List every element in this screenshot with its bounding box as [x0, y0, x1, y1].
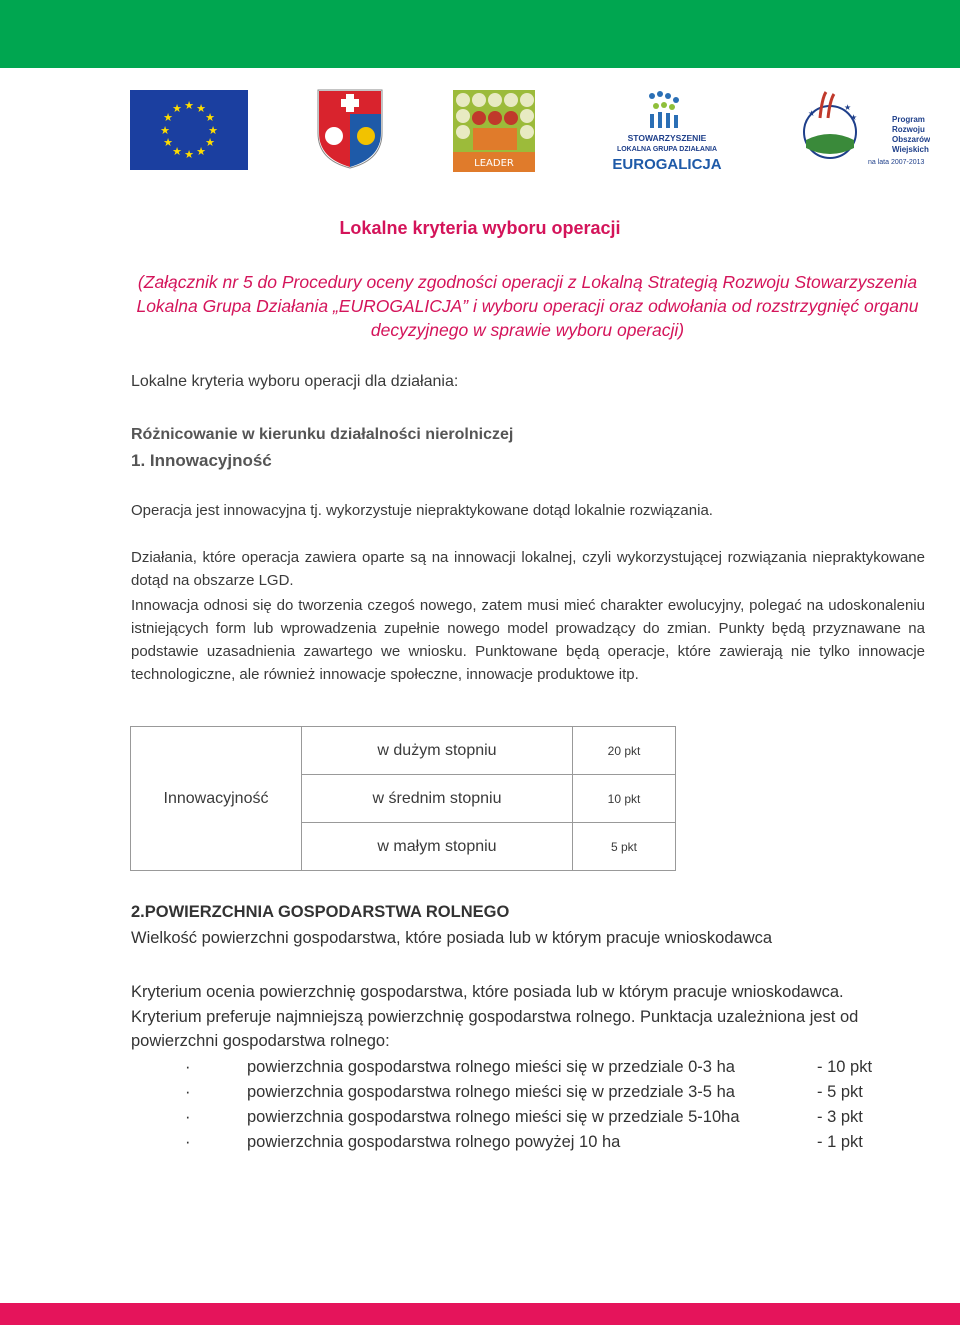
criteria-lead: Lokalne kryteria wyboru operacji dla działania:: [131, 373, 459, 390]
criterion-name-cell: Innowacyjność: [131, 727, 302, 871]
prow-line-2: Rozwoju: [892, 125, 925, 134]
lgd-line2: LOKALNA GRUPA DZIAŁANIA: [616, 146, 718, 153]
list-item: [185, 1105, 872, 1130]
bullet-icon: ·: [185, 1083, 191, 1101]
leader-logo: [453, 90, 535, 172]
area-points-list: [185, 1055, 872, 1155]
list-item-points: - 1 pkt: [817, 1133, 863, 1151]
document-subtitle: (Załącznik nr 5 do Procedury oceny zgodności operacji z Lokalną Strategią Rozwoju Stowarzyszenia Lokalna Grupa Działania „EUROGALICJA” i wyboru operacji oraz odwołania od rozstrzygnięć organu decyzyjnego w sprawie wyboru operacji): [136, 272, 919, 340]
bullet-icon: ·: [185, 1108, 191, 1126]
svg-text:★: ★: [160, 124, 170, 137]
table-row: [131, 727, 676, 775]
svg-text:★: ★: [196, 145, 206, 158]
svg-text:★: ★: [208, 124, 218, 137]
eu-stars-icon: [130, 90, 248, 170]
degree-cell: w średnim stopniu: [302, 775, 573, 823]
svg-text:★: ★: [196, 102, 206, 115]
degree-cell: w małym stopniu: [302, 823, 573, 871]
svg-text:★: ★: [850, 113, 858, 122]
svg-text:★: ★: [184, 99, 194, 112]
leader-text: LEADER: [474, 158, 514, 169]
lgd-name: EUROGALICJA: [612, 156, 722, 172]
list-item-points: - 5 pkt: [817, 1083, 863, 1101]
eu-flag-logo: [130, 90, 248, 170]
logo-bar: [0, 88, 960, 178]
list-item-text: powierzchnia gospodarstwa rolnego mieści się w przedziale 0-3 ha: [247, 1058, 735, 1076]
list-item-text: powierzchnia gospodarstwa rolnego powyżej 10 ha: [247, 1133, 621, 1151]
svg-text:★: ★: [205, 136, 215, 149]
criterion2-heading: 2.POWIERZCHNIA GOSPODARSTWA ROLNEGO: [131, 903, 510, 921]
svg-text:★: ★: [205, 111, 215, 124]
svg-text:★: ★: [172, 145, 182, 158]
prow-logo: [800, 88, 930, 170]
criterion1-heading: 1. Innowacyjność: [131, 451, 272, 470]
prow-line-4: Wiejskich: [892, 145, 929, 154]
prow-years: na lata 2007-2013: [868, 159, 925, 166]
bullet-icon: ·: [185, 1133, 191, 1151]
svg-text:★: ★: [808, 109, 816, 118]
list-item-text: powierzchnia gospodarstwa rolnego mieści się w przedziale 5-10ha: [247, 1108, 740, 1126]
prow-line-1: Program: [892, 115, 925, 124]
list-item-text: powierzchnia gospodarstwa rolnego mieści się w przedziale 3-5 ha: [247, 1083, 735, 1101]
list-item: [185, 1130, 872, 1155]
list-item: [185, 1055, 872, 1080]
degree-cell: w dużym stopniu: [302, 727, 573, 775]
svg-text:★: ★: [163, 111, 173, 124]
prow-line-3: Obszarów: [892, 135, 930, 144]
podkarpackie-coat-of-arms-logo: [316, 88, 384, 170]
document-title: Lokalne kryteria wyboru operacji: [339, 218, 621, 238]
points-cell: 5 pkt: [573, 823, 676, 871]
criterion1-para2: Innowacja odnosi się do tworzenia czegoś nowego, zatem musi mieć charakter ewolucyjny, polegać na udoskonaleniu istniejących form lub wprowadzenia zupełnie nowego model prowadzący do zmian. Punkty będą przyznawane na podstawie uzasadnienia zawartego we wniosku. Punktowane będą operacje, które zawierają nie tylko innowacje technologiczne, ale również innowacje społeczne, innowacje produktowe itp.: [131, 597, 925, 683]
svg-text:★: ★: [184, 148, 194, 161]
lgd-eurogalicja-logo: [600, 90, 735, 172]
points-cell: 10 pkt: [573, 775, 676, 823]
criterion2-subheading: Wielkość powierzchni gospodarstwa, które posiada lub w którym pracuje wnioskodawca: [131, 929, 773, 947]
top-color-band: [0, 0, 960, 68]
action-name: Różnicowanie w kierunku działalności nierolniczej: [131, 426, 514, 443]
criterion1-para1: Działania, które operacja zawiera oparte są na innowacji lokalnej, czyli wykorzystującej rozwiązania niepraktykowane dotąd na obszarze LGD.: [131, 549, 925, 589]
points-cell: 20 pkt: [573, 727, 676, 775]
criterion2-para: Kryterium ocenia powierzchnię gospodarstwa, które posiada lub w którym pracuje wnioskodawca. Kryterium preferuje najmniejszą powierzchnię gospodarstwa rolnego. Punktacja uzależniona jest od powierzchni gospodarstwa rolnego:: [131, 983, 859, 1050]
list-item-points: - 10 pkt: [817, 1058, 873, 1076]
list-item-points: - 3 pkt: [817, 1108, 863, 1126]
bullet-icon: ·: [185, 1058, 191, 1076]
svg-text:★: ★: [844, 103, 852, 112]
list-item: [185, 1080, 872, 1105]
bottom-color-band: [0, 1303, 960, 1325]
svg-text:★: ★: [172, 102, 182, 115]
scoring-table: [130, 726, 676, 871]
lgd-line1: STOWARZYSZENIE: [627, 133, 707, 143]
svg-text:★: ★: [163, 136, 173, 149]
criterion1-line: Operacja jest innowacyjna tj. wykorzystuje niepraktykowane dotąd lokalnie rozwiązania.: [131, 502, 713, 519]
